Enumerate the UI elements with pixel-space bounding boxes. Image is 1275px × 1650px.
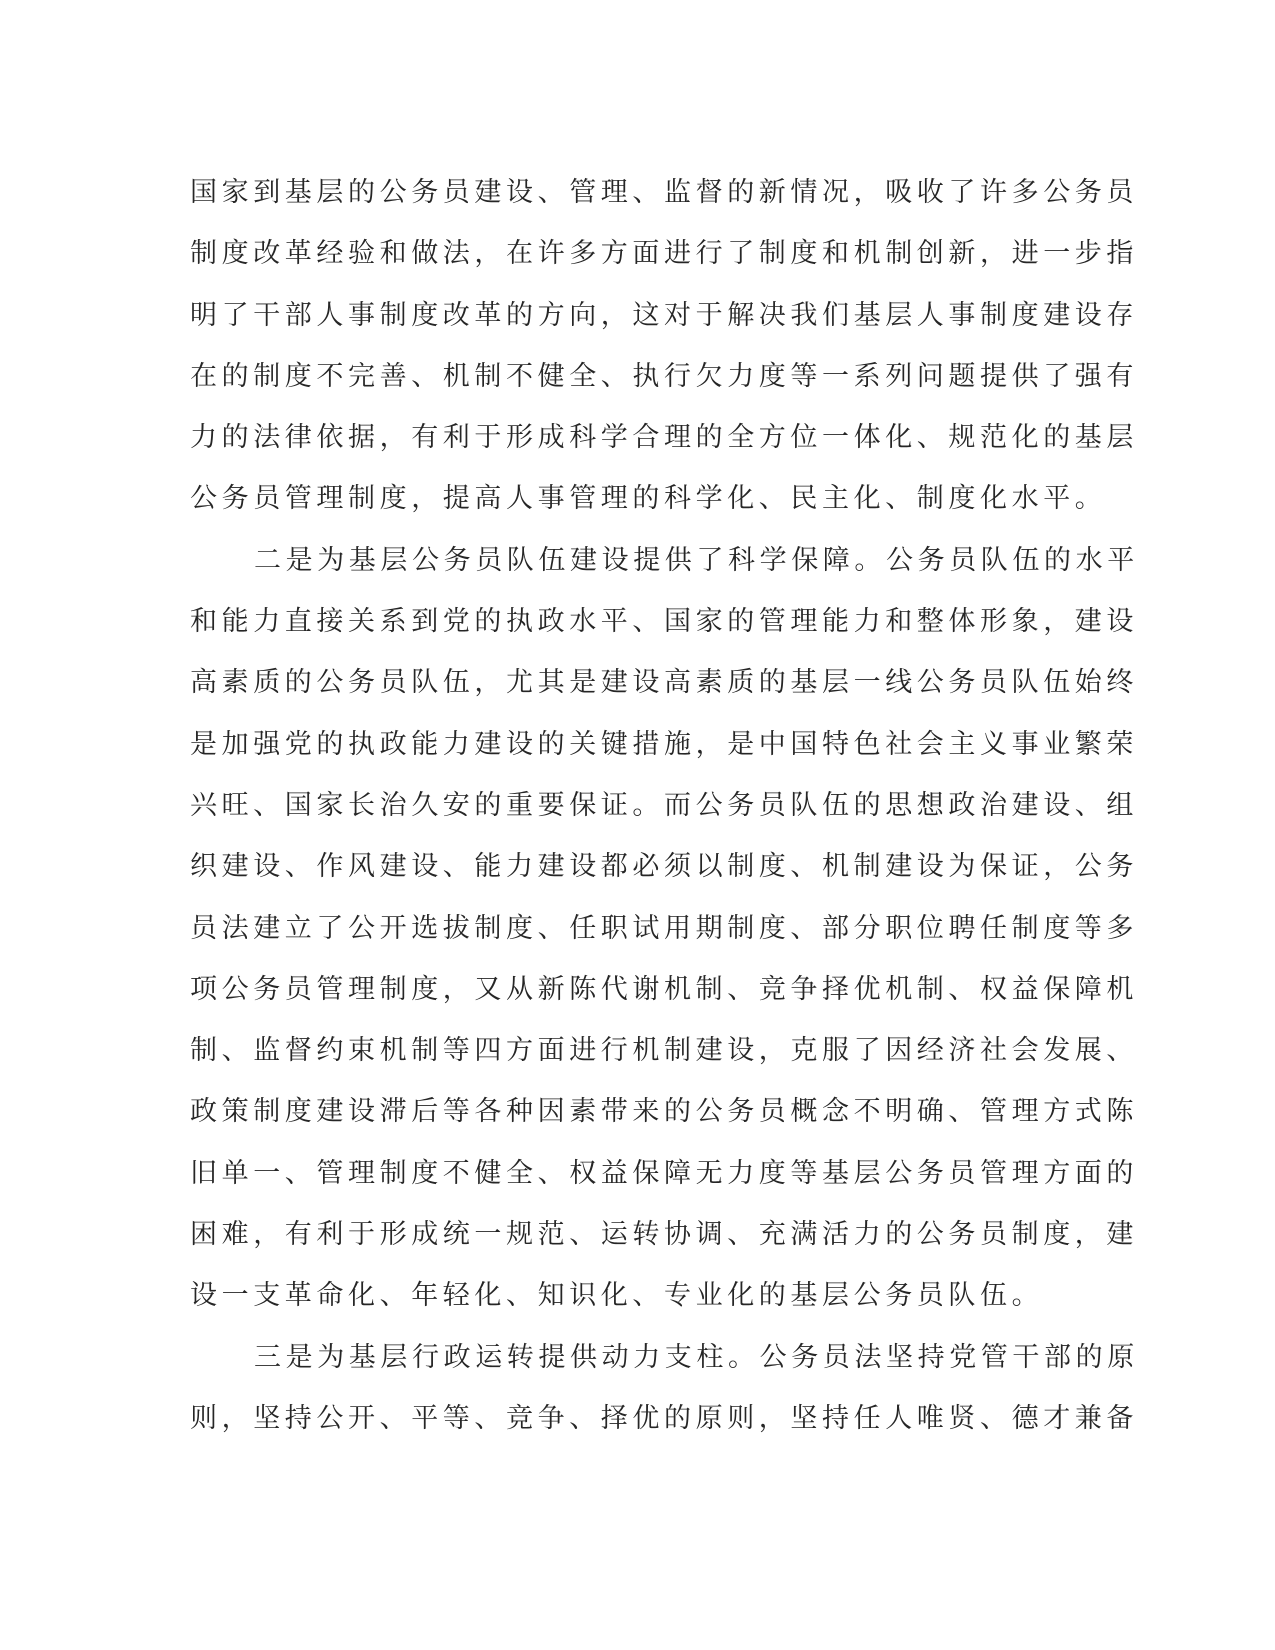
text-line: 政策制度建设滞后等各种因素带来的公务员概念不明确、管理方式陈 [190, 1096, 1138, 1128]
text-line: 二是为基层公务员队伍建设提供了科学保障。公务员队伍的水平 [254, 544, 1139, 576]
text-line: 困难，有利于形成统一规范、运转协调、充满活力的公务员制度，建 [190, 1219, 1138, 1251]
text-line: 是加强党的执政能力建设的关键措施，是中国特色社会主义事业繁荣 [190, 728, 1138, 760]
text-line: 公务员管理制度，提高人事管理的科学化、民主化、制度化水平。 [190, 483, 1107, 515]
text-line: 则，坚持公开、平等、竞争、择优的原则，坚持任人唯贤、德才兼备 [190, 1402, 1138, 1434]
text-line: 和能力直接关系到党的执政水平、国家的管理能力和整体形象，建设 [190, 606, 1138, 638]
text-line: 明了干部人事制度改革的方向，这对于解决我们基层人事制度建设存 [190, 299, 1138, 331]
text-line: 高素质的公务员队伍，尤其是建设高素质的基层一线公务员队伍始终 [190, 667, 1138, 699]
text-line: 制度改革经验和做法，在许多方面进行了制度和机制创新，进一步指 [190, 238, 1138, 270]
paragraph-2 [190, 530, 1139, 1327]
text-line: 员法建立了公开选拔制度、任职试用期制度、部分职位聘任制度等多 [190, 912, 1138, 944]
text-line: 旧单一、管理制度不健全、权益保障无力度等基层公务员管理方面的 [190, 1157, 1138, 1189]
text-line: 制、监督约束机制等四方面进行机制建设，克服了因经济社会发展、 [190, 1035, 1138, 1067]
text-line: 国家到基层的公务员建设、管理、监督的新情况，吸收了许多公务员 [190, 177, 1138, 208]
text-line: 设一支革命化、年轻化、知识化、专业化的基层公务员队伍。 [190, 1280, 1044, 1312]
text-line: 项公务员管理制度，又从新陈代谢机制、竞争择优机制、权益保障机 [190, 973, 1138, 1005]
text-line: 三是为基层行政运转提供动力支柱。公务员法坚持党管干部的原 [254, 1341, 1139, 1373]
paragraph-3 [190, 1327, 1139, 1450]
text-line: 织建设、作风建设、能力建设都必须以制度、机制建设为保证，公务 [190, 851, 1138, 883]
document-body [190, 162, 1139, 1449]
text-line: 兴旺、国家长治久安的重要保证。而公务员队伍的思想政治建设、组 [190, 789, 1138, 821]
paragraph-1 [190, 162, 1138, 530]
text-line: 在的制度不完善、机制不健全、执行欠力度等一系列问题提供了强有 [190, 360, 1138, 392]
text-line: 力的法律依据，有利于形成科学合理的全方位一体化、规范化的基层 [190, 422, 1138, 454]
